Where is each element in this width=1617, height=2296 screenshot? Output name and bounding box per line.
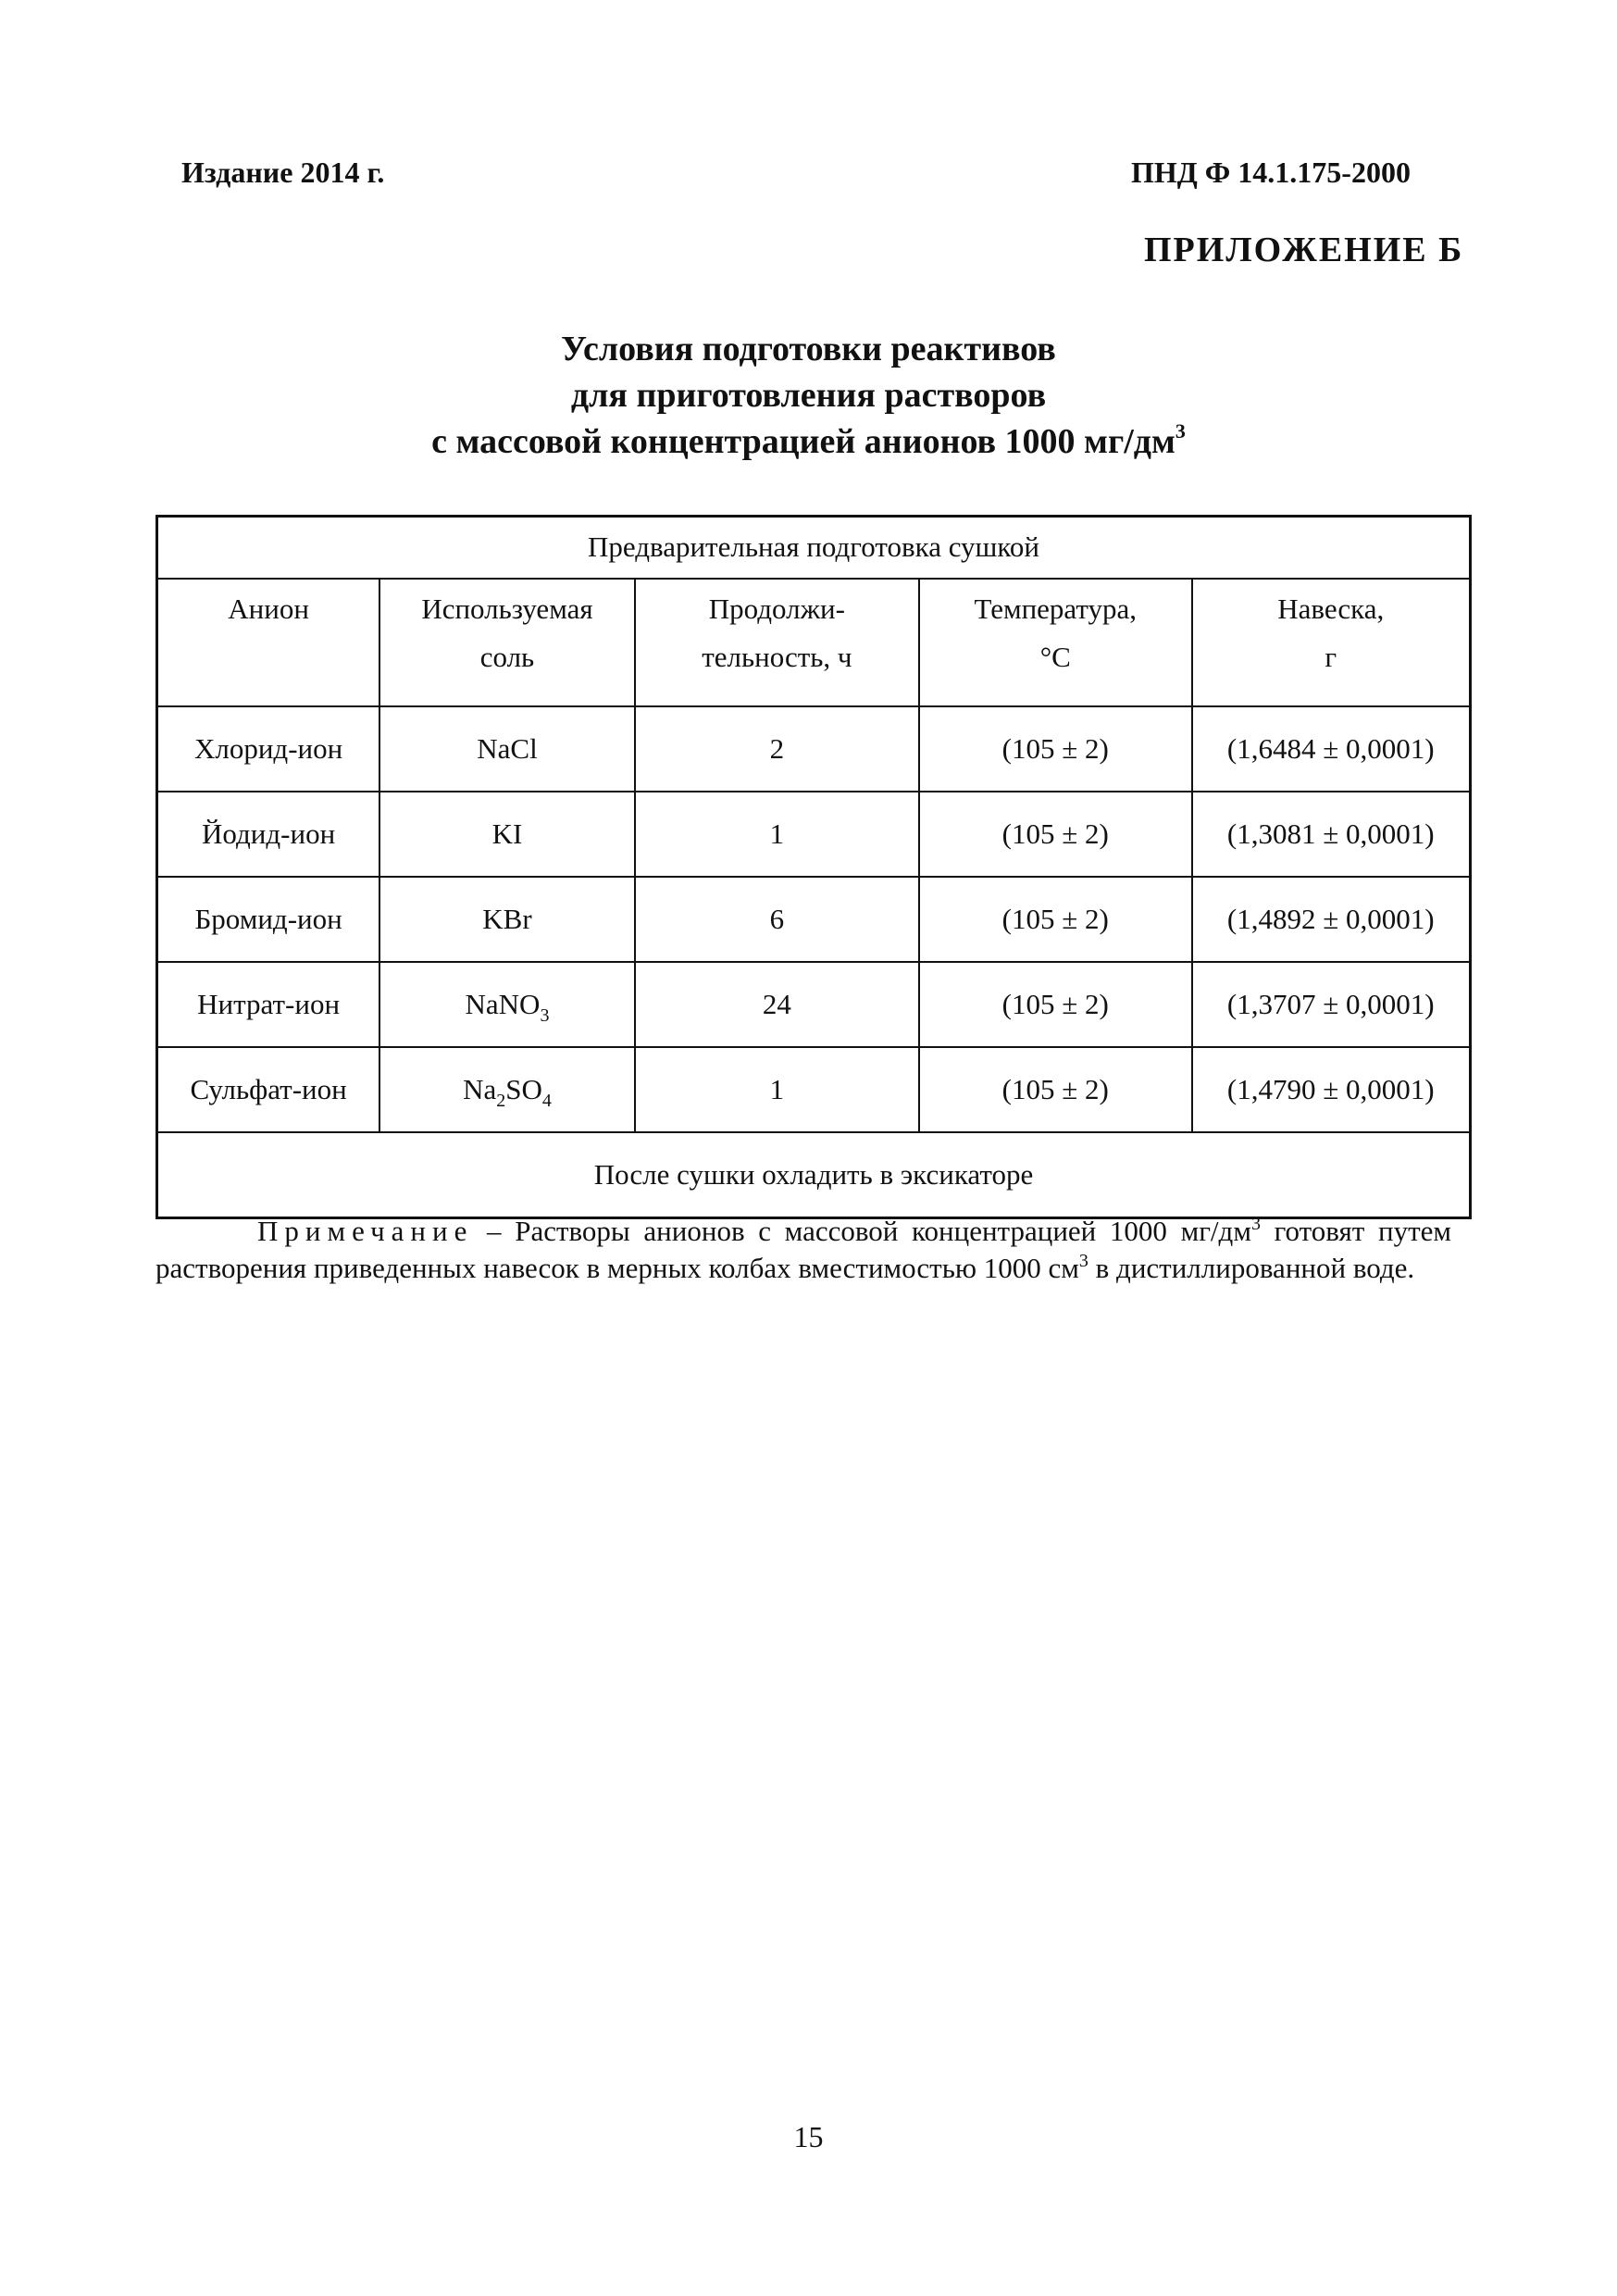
cell-salt: KBr [379, 877, 635, 962]
title-line-2: для приготовления растворов [570, 376, 1047, 415]
table-footer: После сушки охладить в эксикаторе [157, 1132, 1471, 1218]
note-text-2: готовят путем растворения приведенных навесок в мерных колбах вместимостью 1000 см [155, 1215, 1451, 1284]
column-header-anion: Анион [157, 579, 380, 706]
cell-mass: (1,3707 ± 0,0001) [1192, 962, 1471, 1047]
table-row [157, 1047, 1471, 1132]
table-row [157, 877, 1471, 962]
cell-mass: (1,4892 ± 0,0001) [1192, 877, 1471, 962]
table-group-header-row [157, 517, 1471, 579]
document-number: ПНД Ф 14.1.175-2000 [1131, 156, 1411, 189]
appendix-title: ПРИЛОЖЕНИЕ Б [1144, 231, 1464, 269]
table-row [157, 962, 1471, 1047]
edition-label: Издание 2014 г. [181, 156, 385, 189]
cell-duration: 1 [635, 792, 919, 877]
table-note [155, 1213, 1451, 1287]
note-superscript-1: 3 [1250, 1214, 1261, 1234]
cell-duration: 6 [635, 877, 919, 962]
page-number: 15 [793, 2120, 824, 2153]
reagents-table [155, 515, 1472, 1219]
cell-duration: 1 [635, 1047, 919, 1132]
reagents-table-container [155, 515, 1472, 1204]
cell-anion: Хлорид-ион [157, 706, 380, 792]
column-header-temperature: Температура, °С [919, 579, 1192, 706]
cell-mass: (1,4790 ± 0,0001) [1192, 1047, 1471, 1132]
cell-temperature: (105 ± 2) [919, 877, 1192, 962]
column-header-mass: Навеска, г [1192, 579, 1471, 706]
table-column-header-row [157, 579, 1471, 706]
cell-salt: KI [379, 792, 635, 877]
cell-salt: NaNO$_3$ [379, 962, 635, 1047]
note-label: Примечание [257, 1215, 474, 1247]
cell-duration: 24 [635, 962, 919, 1047]
cell-mass: (1,6484 ± 0,0001) [1192, 706, 1471, 792]
cell-anion: Йодид-ион [157, 792, 380, 877]
column-header-duration: Продолжи- тельность, ч [635, 579, 919, 706]
note-dash: – [473, 1215, 516, 1247]
cell-anion: Бромид-ион [157, 877, 380, 962]
cell-salt: $Na_2SO_4$ [379, 1047, 635, 1132]
title-superscript: 3 [1175, 419, 1186, 443]
table-row [157, 706, 1471, 792]
note-text-1: Растворы анионов с массовой концентрацией 1000 мг/дм [515, 1215, 1251, 1247]
page-title [0, 326, 1617, 465]
table-footer-row [157, 1132, 1471, 1218]
cell-duration: 2 [635, 706, 919, 792]
cell-mass: (1,3081 ± 0,0001) [1192, 792, 1471, 877]
note-superscript-2: 3 [1078, 1251, 1088, 1271]
table-row [157, 792, 1471, 877]
note-text-3: в дистиллированной воде. [1088, 1252, 1415, 1284]
title-line-3-text: с массовой концентрацией анионов 1000 мг/дм [431, 422, 1175, 461]
cell-temperature: (105 ± 2) [919, 706, 1192, 792]
title-line-3 [0, 418, 1617, 465]
title-line-1: Условия подготовки реактивов [561, 330, 1056, 368]
cell-temperature: (105 ± 2) [919, 1047, 1192, 1132]
cell-anion: Нитрат-ион [157, 962, 380, 1047]
cell-salt: NaCl [379, 706, 635, 792]
cell-temperature: (105 ± 2) [919, 792, 1192, 877]
table-group-header: Предварительная подготовка сушкой [157, 517, 1471, 579]
column-header-salt: Используемая соль [379, 579, 635, 706]
cell-temperature: (105 ± 2) [919, 962, 1192, 1047]
cell-anion: Сульфат-ион [157, 1047, 380, 1132]
